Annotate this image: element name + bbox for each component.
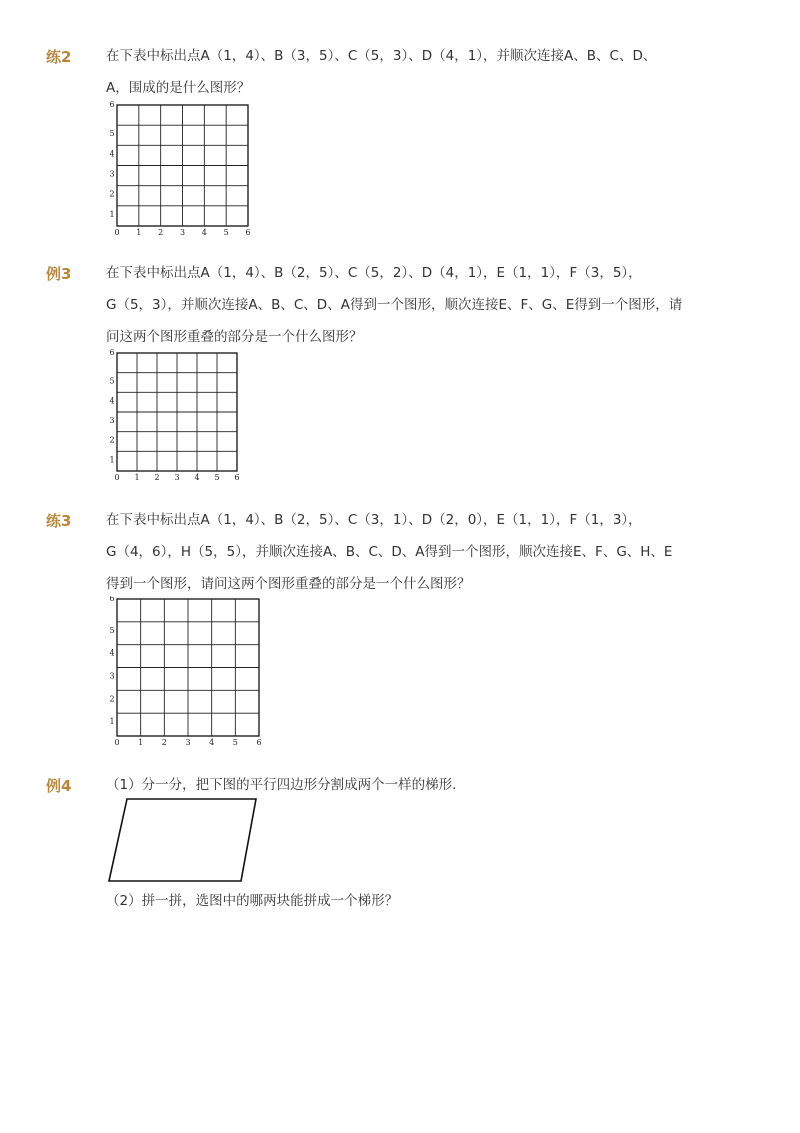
- question-line: 在下表中标出点A（1，4）、B（3，5）、C（5，3）、D（4，1），并顺次连接A、B、C、D、: [106, 48, 657, 64]
- y-tick-label: 6: [109, 100, 115, 109]
- exercise-label: 例4: [46, 777, 72, 795]
- y-tick-label: 4: [109, 149, 115, 159]
- question-line: A，围成的是什么图形？: [106, 80, 251, 96]
- x-tick-label: 0: [114, 228, 120, 237]
- y-tick-label: 1: [109, 209, 115, 219]
- coordinate-grid: [103, 596, 268, 752]
- exercise-label: 练2: [46, 48, 72, 66]
- y-tick-label: 2: [109, 435, 115, 445]
- coordinate-grid: [103, 100, 255, 240]
- y-tick-label: 6: [109, 349, 115, 357]
- y-tick-label: 2: [109, 189, 115, 199]
- question-line: 得到一个图形，请问这两个图形重叠的部分是一个什么图形？: [106, 576, 471, 592]
- y-tick-label: 2: [109, 694, 115, 704]
- parallelogram-figure: [100, 795, 270, 890]
- y-tick-label: 4: [109, 648, 115, 658]
- exercise-label: 例3: [46, 265, 72, 283]
- question-line: （2）拼一拼，选图中的哪两块能拼成一个梯形？: [106, 893, 399, 909]
- x-tick-label: 4: [209, 738, 215, 747]
- x-tick-label: 2: [158, 228, 164, 237]
- x-tick-label: 2: [161, 738, 167, 747]
- y-tick-label: 1: [109, 455, 115, 465]
- y-tick-label: 3: [109, 169, 115, 179]
- x-tick-label: 2: [154, 473, 160, 482]
- question-line: G（4，6），H（5，5），并顺次连接A、B、C、D、A得到一个图形，顺次连接E、F、G、H、E: [106, 544, 673, 560]
- question-line: 问这两个图形重叠的部分是一个什么图形？: [106, 329, 363, 345]
- x-tick-label: 4: [201, 228, 207, 237]
- x-tick-label: 5: [214, 473, 220, 482]
- x-tick-label: 6: [245, 228, 251, 237]
- x-tick-label: 0: [114, 738, 120, 747]
- x-tick-label: 3: [185, 738, 191, 747]
- y-tick-label: 6: [109, 596, 115, 603]
- x-tick-label: 4: [194, 473, 200, 482]
- question-line: 在下表中标出点A（1，4）、B（2，5）、C（3，1）、D（2，0），E（1，1），F（1，3），: [106, 512, 642, 528]
- x-tick-label: 1: [134, 473, 140, 482]
- coordinate-grid: [103, 349, 245, 489]
- question-line: （1）分一分，把下图的平行四边形分割成两个一样的梯形．: [106, 777, 466, 793]
- y-tick-label: 5: [109, 376, 115, 386]
- x-tick-label: 0: [114, 473, 120, 482]
- question-line: G（5，3），并顺次连接A、B、C、D、A得到一个图形，顺次连接E、F、G、E得到一个图形，请: [106, 297, 683, 313]
- exercise-label: 练3: [46, 512, 72, 530]
- x-tick-label: 1: [138, 738, 144, 747]
- x-tick-label: 5: [223, 228, 229, 237]
- x-tick-label: 3: [179, 228, 186, 237]
- x-tick-label: 6: [256, 738, 262, 747]
- y-tick-label: 1: [109, 717, 115, 727]
- y-tick-label: 5: [109, 129, 115, 139]
- y-tick-label: 3: [109, 416, 115, 425]
- x-tick-label: 5: [232, 738, 238, 747]
- x-tick-label: 6: [234, 473, 240, 482]
- x-tick-label: 1: [136, 228, 142, 237]
- y-tick-label: 5: [109, 625, 115, 635]
- parallelogram: [109, 799, 256, 881]
- y-tick-label: 3: [109, 671, 115, 681]
- x-tick-label: 3: [174, 473, 180, 482]
- question-line: 在下表中标出点A（1，4）、B（2，5）、C（5，2）、D（4，1），E（1，1），F（3，5），: [106, 265, 642, 281]
- y-tick-label: 4: [109, 396, 115, 406]
